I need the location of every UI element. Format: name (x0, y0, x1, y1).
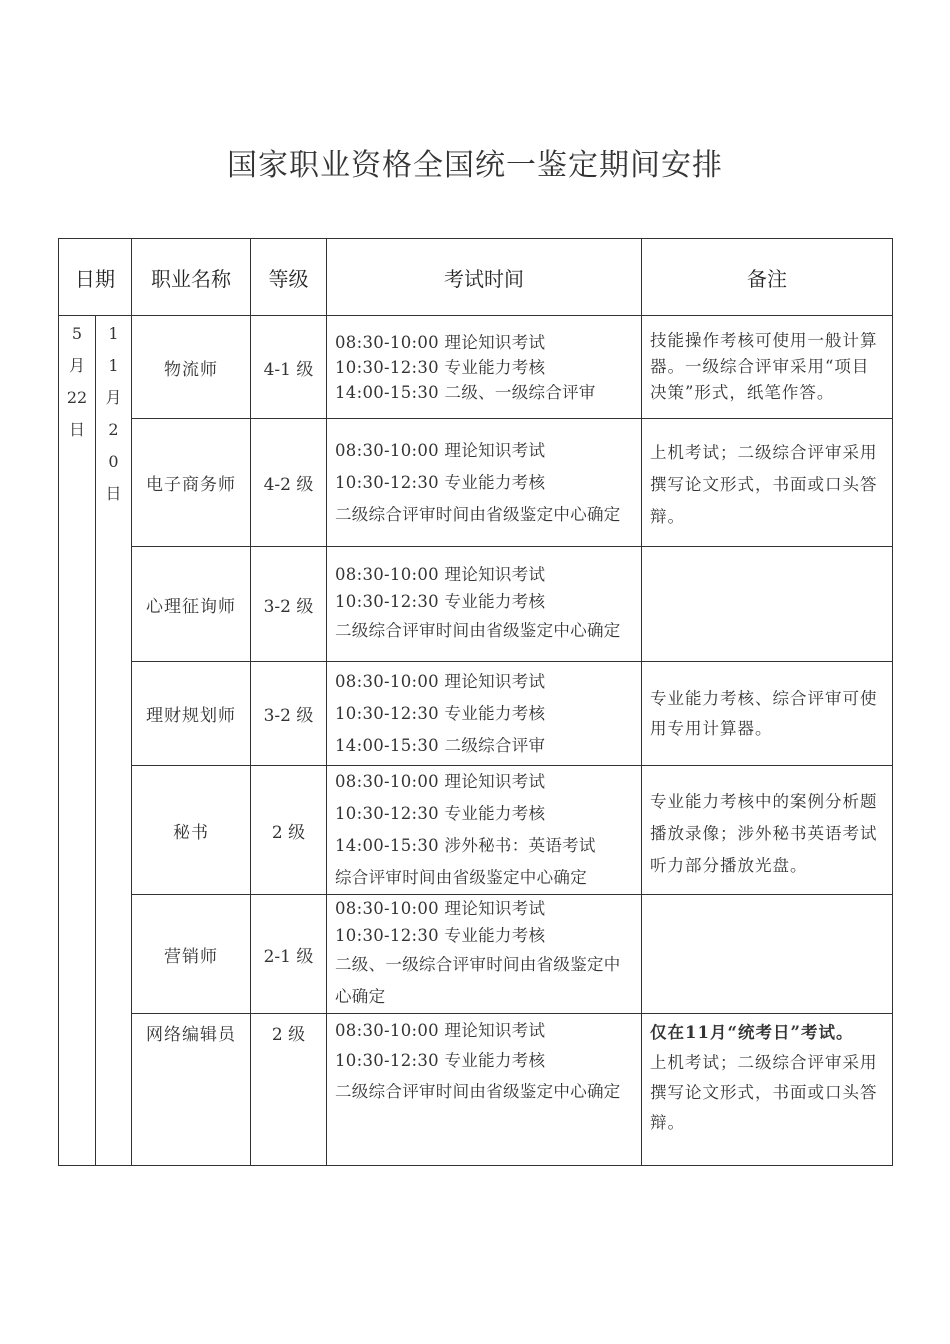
table-row (59, 766, 893, 895)
level: 2 级 (251, 1014, 327, 1166)
notes-emphasis: 仅在11月“统考日”考试。 (650, 1023, 854, 1042)
occupation-name: 电子商务师 (132, 419, 251, 547)
notes: 专业能力考核、综合评审可使用专用计算器。 (642, 662, 893, 766)
occupation-name: 心理征询师 (132, 547, 251, 662)
occupation-name: 物流师 (132, 316, 251, 419)
exam-times: 08:30-10:00 理论知识考试 10:30-12:30 专业能力考核 二级、一级综合评审时间由省级鉴定中心确定 (327, 895, 642, 1014)
table-row (59, 1014, 893, 1166)
exam-times: 08:30-10:00 理论知识考试 10:30-12:30 专业能力考核 二级综合评审时间由省级鉴定中心确定 (327, 1014, 642, 1166)
level: 4-1 级 (251, 316, 327, 419)
notes: 上机考试；二级综合评审采用撰写论文形式，书面或口头答辩。 (642, 419, 893, 547)
exam-times: 08:30-10:00 理论知识考试 10:30-12:30 专业能力考核 14:00-15:30 涉外秘书：英语考试 综合评审时间由省级鉴定中心确定 (327, 766, 642, 895)
header-level: 等级 (251, 239, 327, 316)
exam-times: 08:30-10:00 理论知识考试 10:30-12:30 专业能力考核 14:00-15:30 二级综合评审 (327, 662, 642, 766)
notes: 仅在11月“统考日”考试。 上机考试；二级综合评审采用撰写论文形式，书面或口头答辩。 (642, 1014, 893, 1166)
date-cell-may: 5 月 22 日 (59, 316, 96, 1166)
header-date: 日期 (59, 239, 132, 316)
header-exam-time: 考试时间 (327, 239, 642, 316)
notes (642, 547, 893, 662)
header-occupation: 职业名称 (132, 239, 251, 316)
notes: 专业能力考核中的案例分析题播放录像；涉外秘书英语考试听力部分播放光盘。 (642, 766, 893, 895)
table-row (59, 895, 893, 1014)
exam-times: 08:30-10:00 理论知识考试 10:30-12:30 专业能力考核 14:00-15:30 二级、一级综合评审 (327, 316, 642, 419)
page-title: 国家职业资格全国统一鉴定期间安排 (227, 148, 723, 183)
occupation-name: 秘书 (132, 766, 251, 895)
header-row (59, 239, 893, 316)
occupation-name: 理财规划师 (132, 662, 251, 766)
schedule-table (58, 238, 893, 1166)
occupation-name: 网络编辑员 (132, 1014, 251, 1166)
level: 2 级 (251, 766, 327, 895)
table-row (59, 316, 893, 419)
level: 4-2 级 (251, 419, 327, 547)
date-cell-november: 1 1 月 2 0 日 (96, 316, 132, 1166)
exam-times: 08:30-10:00 理论知识考试 10:30-12:30 专业能力考核 二级综合评审时间由省级鉴定中心确定 (327, 419, 642, 547)
level: 3-2 级 (251, 662, 327, 766)
notes (642, 895, 893, 1014)
table-row (59, 547, 893, 662)
header-notes: 备注 (642, 239, 893, 316)
notes: 技能操作考核可使用一般计算器。一级综合评审采用“项目决策”形式，纸笔作答。 (642, 316, 893, 419)
level: 2-1 级 (251, 895, 327, 1014)
table-row (59, 419, 893, 547)
table-row (59, 662, 893, 766)
level: 3-2 级 (251, 547, 327, 662)
occupation-name: 营销师 (132, 895, 251, 1014)
exam-times: 08:30-10:00 理论知识考试 10:30-12:30 专业能力考核 二级综合评审时间由省级鉴定中心确定 (327, 547, 642, 662)
